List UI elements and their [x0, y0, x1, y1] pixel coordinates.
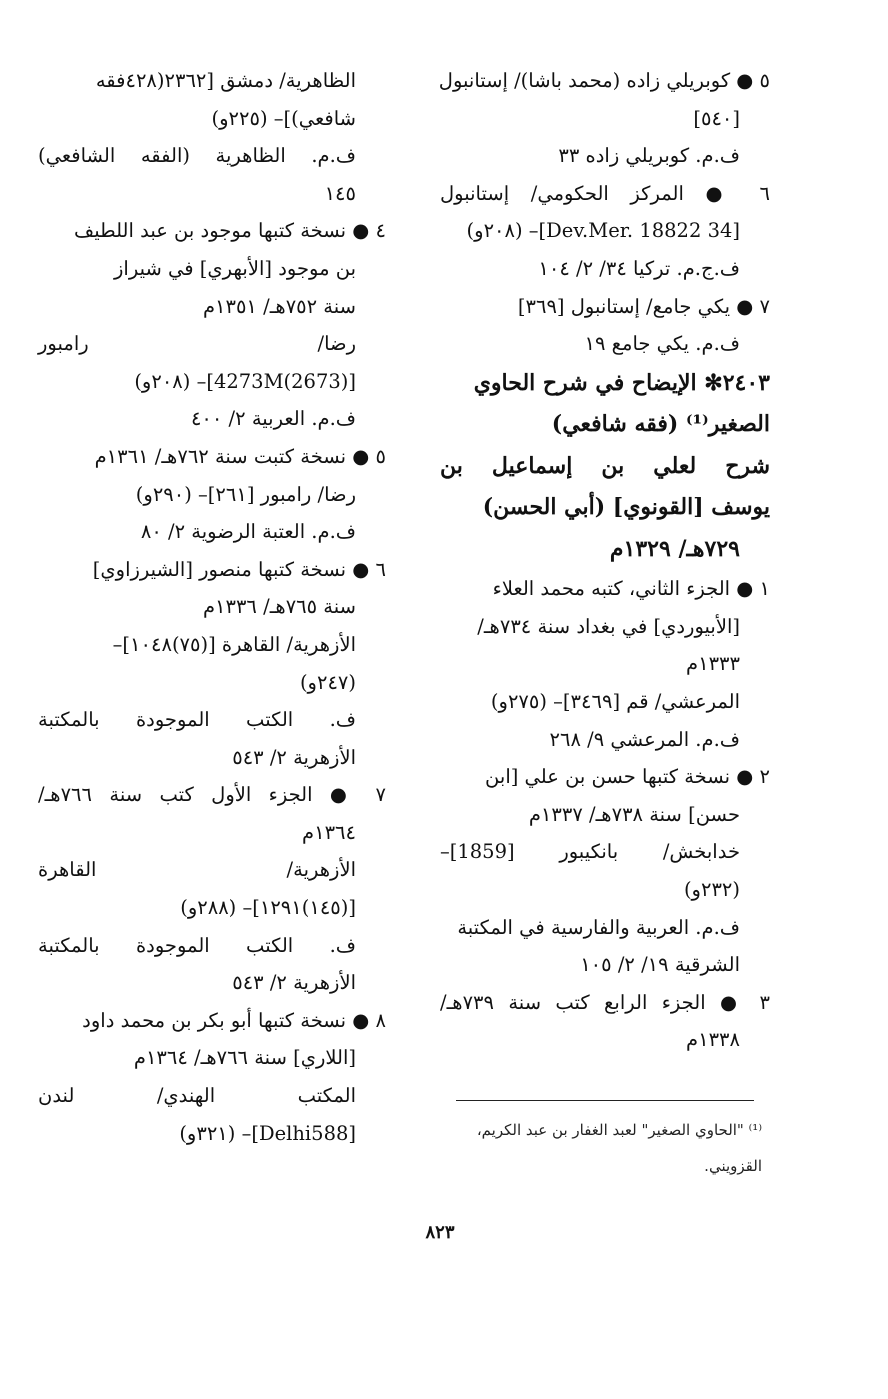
left-column-line: رضا/ رامبور [٢٦١]– (٢٩٠و) [135, 482, 356, 506]
right-column-line: خدابخش/ بانكيبور [1859]– [440, 840, 740, 864]
right-column-line: ف.ج.م. تركيا ٣٤/ ٢/ ١٠٤ [538, 256, 740, 280]
right-column-line: [٥٤٠] [693, 106, 740, 130]
left-column-line: ف. الكتب الموجودة بالمكتبة [38, 708, 356, 732]
left-column-line: ٧ ● الجزء الأول كتب سنة ٧٦٦هـ/ [38, 783, 386, 807]
left-column-line: الأزهرية/ القاهرة [38, 858, 356, 882]
right-column [440, 62, 770, 1059]
right-column-line: ف.م. المرعشي ٩/ ٢٦٨ [549, 727, 740, 751]
left-column-line: ١٣٦٤م [302, 820, 356, 844]
right-column-line: ١٣٣٨م [686, 1028, 740, 1052]
right-column-line: ف.م. يكي جامع ١٩ [584, 332, 740, 356]
right-column-line: [34 Dev.Mer. 18822]– (٢٠٨و) [466, 219, 740, 243]
left-column [38, 62, 386, 1152]
footnote-line-1: ⁽¹⁾ "الحاوي الصغير" لعبد الغفار بن عبد الكريم، [476, 1121, 762, 1139]
left-column-line: بن موجود [الأبهري] في شيراز [114, 256, 356, 280]
left-column-line: [Delhi588]– (٣٢١و) [179, 1121, 356, 1145]
right-column-line: المرعشي/ قم [٣٤٦٩]– (٢٧٥و) [490, 690, 740, 714]
left-column-line: الظاهرية/ دمشق [٢٣٦٢(٤٢٨فقه [95, 69, 356, 92]
right-column-line: حسن] سنة ٧٣٨هـ/ ١٣٣٧م [528, 802, 740, 826]
left-column-line: ٥ ● نسخة كتبت سنة ٧٦٢هـ/ ١٣٦١م [94, 444, 386, 468]
footnote-divider [456, 1100, 754, 1101]
right-column-line: شرح لعلي بن إسماعيل بن [440, 452, 770, 479]
right-column-line: ١ ● الجزء الثاني، كتبه محمد العلاء [492, 577, 770, 601]
right-column-line: [الأبيوردي] في بغداد سنة ٧٣٤هـ/ [477, 614, 740, 638]
right-column-line: ٢٤٠٣✻ الإيضاح في شرح الحاوي [473, 369, 770, 396]
left-column-line: الأزهرية/ القاهرة [(٧٥)١٠٤٨]– [112, 632, 356, 656]
left-column-line: ١٤٥ [324, 181, 356, 205]
left-column-line: الأزهرية ٢/ ٥٤٣ [232, 745, 356, 769]
right-column-line: الشرقية ١٩/ ٢/ ١٠٥ [580, 953, 740, 977]
right-column-line: ٥ ● كوبريلي زاده (محمد باشا)/ إستانبول [438, 69, 770, 92]
left-column-line: [(١٤٥)١٢٩١]– (٢٨٨و) [180, 896, 356, 920]
right-column-line: (٢٣٢و) [683, 878, 740, 901]
left-column-line: ف.م. الظاهرية (الفقه الشافعي) [38, 144, 356, 168]
left-column-line: شافعي)]– (٢٢٥و) [211, 106, 356, 130]
right-column-line: ف.م. كوبريلي زاده ٣٣ [558, 144, 740, 168]
left-column-line: ٦ ● نسخة كتبها منصور [الشيرزاوي] [92, 557, 386, 581]
right-column-line: ٢ ● نسخة كتبها حسن بن علي [ابن [485, 765, 770, 789]
left-column-line: [(2673)4273M]– (٢٠٨و) [134, 369, 356, 393]
footnote-line-2: القزويني. [704, 1157, 762, 1175]
left-column-line: [اللاري] سنة ٧٦٦هـ/ ١٣٦٤م [133, 1046, 356, 1070]
right-column-line: ١٣٣٣م [686, 652, 740, 676]
page-number: ٨٢٣ [425, 1222, 455, 1243]
right-column-line: الصغير⁽¹⁾ (فقه شافعي) [551, 411, 770, 438]
left-column-line: سنة ٧٦٥هـ/ ١٣٣٦م [202, 595, 356, 619]
left-column-line: الأزهرية ٢/ ٥٤٣ [232, 971, 356, 995]
right-column-line: ٧٢٩هـ/ ١٣٢٩م [609, 535, 740, 562]
left-column-line: ف.م. العتبة الرضوية ٢/ ٨٠ [140, 520, 356, 544]
right-column-line: ٧ ● يكي جامع/ إستانبول [٣٦٩] [517, 294, 770, 318]
left-column-line: ٤ ● نسخة كتبها موجود بن عبد اللطيف [74, 219, 386, 243]
left-column-line: ف. الكتب الموجودة بالمكتبة [38, 933, 356, 957]
footnote [436, 1112, 762, 1184]
left-column-line: سنة ٧٥٢هـ/ ١٣٥١م [202, 294, 356, 318]
right-column-line: ٣ ● الجزء الرابع كتب سنة ٧٣٩هـ/ [440, 990, 770, 1014]
left-column-line: المكتب الهندي/ لندن [38, 1084, 356, 1108]
left-column-line: ٨ ● نسخة كتبها أبو بكر بن محمد داود [82, 1008, 386, 1032]
right-column-line: ف.م. العربية والفارسية في المكتبة [457, 915, 740, 939]
left-column-line: ف.م. العربية ٢/ ٤٠٠ [190, 407, 356, 431]
left-column-line: (٢٤٧و) [299, 670, 356, 694]
right-column-line: يوسف [القونوي] (أبي الحسن) [482, 494, 770, 521]
right-column-line: ٦ ● المركز الحكومي/ إستانبول [440, 181, 770, 205]
left-column-line: رضا/ رامبور [38, 332, 356, 356]
